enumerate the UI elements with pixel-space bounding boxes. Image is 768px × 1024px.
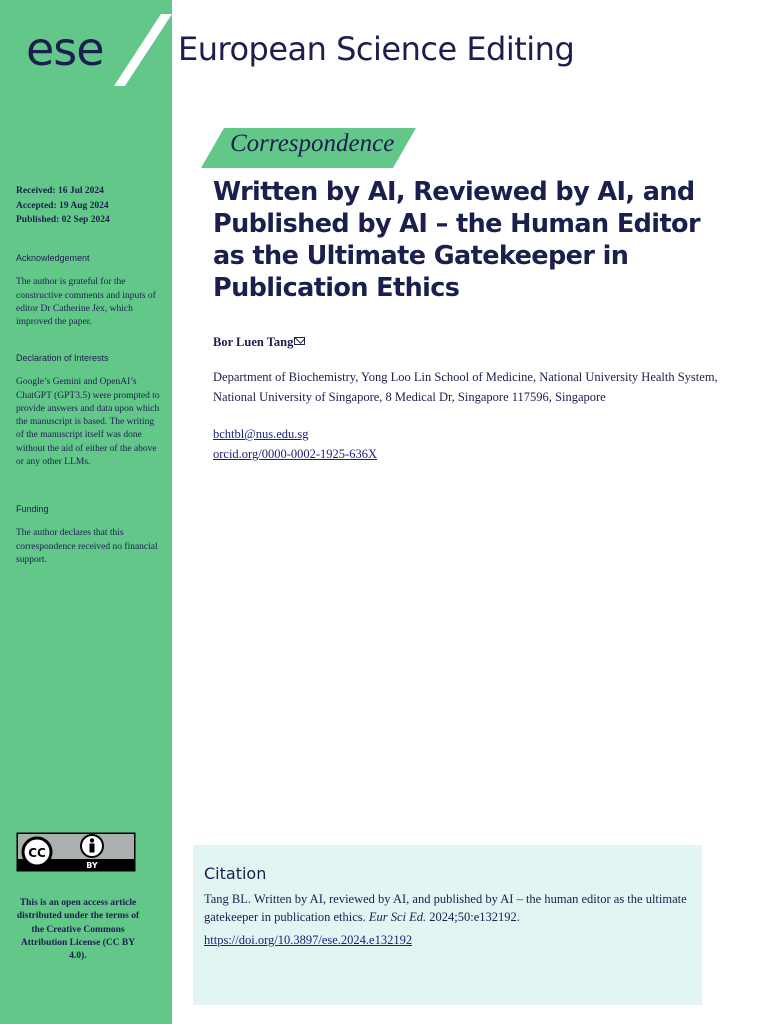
sidebar [0,0,172,1024]
cc-by-license-badge[interactable] [16,832,136,872]
funding-text: The author declares that this correspondence received no financial support. [16,528,158,565]
declaration-section [16,352,164,469]
author-line [213,335,305,350]
author-orcid-link[interactable]: orcid.org/0000-0002-1925-636X [213,447,377,461]
accepted-date: Accepted: 19 Aug 2024 [16,200,109,211]
acknowledgement-text: The author is grateful for the constructive comments and inputs of editor Dr Catherine Jex, which improved the paper. [16,277,156,328]
author-name: Bor Luen Tang [213,335,294,349]
journal-title: European Science Editing [178,30,575,68]
journal-logo: ese [26,22,104,76]
article-title: Written by AI, Reviewed by AI, and Published by AI – the Human Editor as the Ultimate Gatekeeper in Publication Ethics [213,177,700,303]
publication-dates [16,184,164,228]
mail-icon[interactable] [294,337,305,345]
citation-heading: Citation [204,864,267,883]
citation-text [204,891,694,926]
published-date: Published: 02 Sep 2024 [16,215,110,225]
license-statement: This is an open access article distributed under the terms of the Creative Commons Attribution License (CC BY 4.0). [16,898,140,962]
logo-slash-mark [108,12,178,88]
citation-box [193,845,702,1005]
citation-volume: 2024;50:e132192. [426,909,520,924]
author-affiliation: Department of Biochemistry, Yong Loo Lin School of Medicine, National University Health System, National University of Singapore, 8 Medical Dr, Singapore 117596, Singapore [213,370,718,404]
declaration-heading: Declaration of Interests [16,353,109,363]
acknowledgement-section [16,252,164,329]
svg-text:CC: CC [28,846,46,860]
citation-text-main: Tang BL. Written by AI, reviewed by AI, and published by AI – the human editor as the ultimate gatekeeper in publication ethics. [204,892,687,924]
acknowledgement-heading: Acknowledgement [16,253,90,263]
citation-journal: Eur Sci Ed. [368,909,427,924]
funding-section [16,503,164,567]
svg-text:BY: BY [86,861,98,870]
received-date: Received: 16 Jul 2024 [16,186,104,196]
author-email-link[interactable]: bchtbl@nus.edu.sg [213,427,309,441]
citation-doi-link[interactable]: https://doi.org/10.3897/ese.2024.e132192 [204,933,413,947]
declaration-text: Google’s Gemini and OpenAI’s ChatGPT (GPT3.5) were prompted to provide answers and data upon which the manuscript is based. The writing of the manuscript itself was done without the aid of either of the above or any other LLMs. [16,377,160,468]
funding-heading: Funding [16,504,49,514]
section-label: Correspondence [230,130,395,157]
